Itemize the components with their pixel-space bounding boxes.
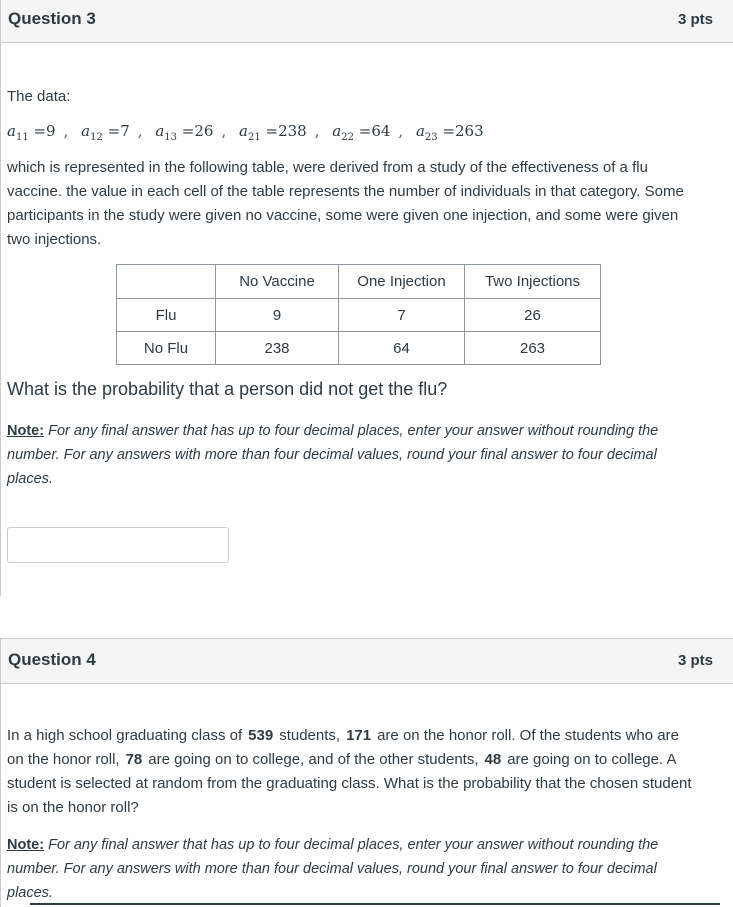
value-a13: 26: [194, 122, 214, 140]
table-header-cell: [117, 265, 216, 299]
question-4-header: [1, 638, 733, 684]
note-text: For any final answer that has up to four decimal places, enter your answer without rounding the number. For any answers with more than four decimal values, round your final answer to four decimal places.: [7, 837, 659, 901]
question-title: Question 4: [8, 650, 96, 669]
value-a21: 238: [278, 122, 307, 140]
divider: [30, 903, 720, 905]
data-intro: The data:: [7, 88, 71, 105]
value-a23: 263: [455, 122, 484, 140]
text-segment: students,: [279, 727, 341, 744]
text-segment: are going on to college, and of the other students,: [148, 751, 479, 768]
table-header-cell: No Vaccine: [216, 265, 339, 299]
rounding-note: [7, 419, 697, 491]
question-points: 3 pts: [677, 652, 713, 669]
table-cell: 7: [339, 299, 465, 332]
other-college-count: 48: [484, 751, 502, 768]
note-label: Note:: [7, 837, 45, 853]
question-3-header: [1, 0, 733, 43]
data-values: $a_{11} =9$ , $a_{12} =7$ , $a_{13} =26$ , $a_{21} =238$ , $a_{22} =64$ , $a_{23} =263$: [7, 122, 484, 143]
answer-input[interactable]: [7, 527, 229, 563]
text-segment: are going on to college. A student is selected at random from the graduating class. What is the probability that the chosen student is on the honor roll?: [7, 751, 692, 816]
table-row-label: No Flu: [117, 332, 216, 365]
question-points: 3 pts: [677, 11, 713, 28]
question-description: which is represented in the following table, were derived from a study of the effectiveness of a flu vaccine. the value in each cell of the table represents the number of individuals in that category. Some participants in the study were given no vaccine, some were given one injection, and some were given two injections.: [7, 159, 684, 248]
text-segment: are on the honor roll. Of the students who are on the honor roll,: [7, 727, 679, 768]
value-a12: 7: [120, 122, 130, 140]
value-a11: 9: [46, 122, 56, 140]
rounding-note: [7, 833, 697, 905]
table-row: [117, 299, 601, 332]
table-cell: 26: [465, 299, 601, 332]
table-cell: 64: [339, 332, 465, 365]
table-cell: 238: [216, 332, 339, 365]
table-row: [117, 332, 601, 365]
table-header-cell: One Injection: [339, 265, 465, 299]
table-header-cell: Two Injections: [465, 265, 601, 299]
note-text: For any final answer that has up to four decimal places, enter your answer without rounding the number. For any answers with more than four decimal values, round your final answer to four decimal places.: [7, 423, 659, 487]
flu-vaccine-table: [116, 264, 601, 365]
table-cell: 9: [216, 299, 339, 332]
table-row-label: Flu: [117, 299, 216, 332]
table-header-row: [117, 265, 601, 299]
question-title: Question 3: [8, 9, 96, 28]
note-label: Note:: [7, 423, 45, 439]
honor-roll-count: 171: [346, 727, 372, 744]
value-a22: 64: [371, 122, 391, 140]
table-cell: 263: [465, 332, 601, 365]
students-count: 539: [248, 727, 274, 744]
question-4-text: [7, 724, 697, 820]
honor-college-count: 78: [125, 751, 143, 768]
question-prompt: What is the probability that a person did not get the flu?: [7, 379, 448, 399]
text-segment: In a high school graduating class of: [7, 727, 243, 744]
